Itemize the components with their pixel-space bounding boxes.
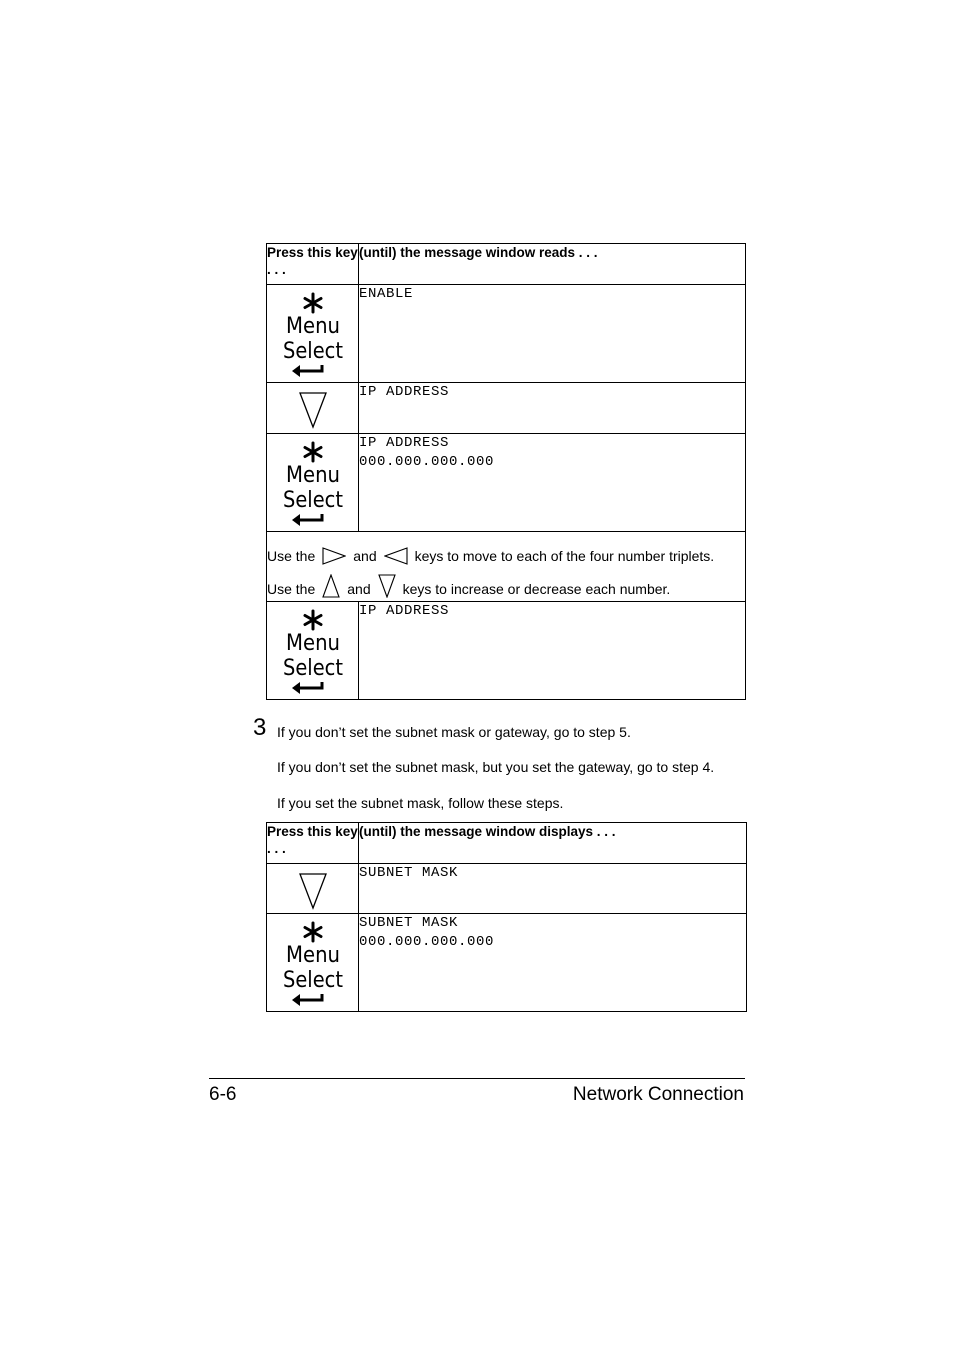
table-row — [267, 602, 746, 700]
step-number: 3 — [253, 714, 267, 741]
step-paragraph: If you don’t set the subnet mask, but you set the gateway, go to step 4. — [277, 759, 715, 775]
menu-select-key-icon — [278, 608, 348, 694]
step-paragraph: If you set the subnet mask, follow these steps. — [277, 795, 564, 811]
table-row — [267, 864, 747, 914]
message-window-text: IP ADDRESS — [359, 383, 746, 434]
menu-select-key-icon — [278, 920, 348, 1006]
message-window-text: IP ADDRESS 000.000.000.000 — [359, 434, 746, 532]
up-arrow-key-icon — [322, 574, 340, 598]
menu-select-key-icon — [278, 440, 348, 526]
key-sequence-table-ip — [266, 243, 746, 700]
key-cell — [267, 914, 359, 1012]
instruction-row — [267, 532, 746, 602]
key-cell — [267, 383, 359, 434]
instruction-cell — [267, 532, 746, 602]
section-title: Network Connection — [572, 1084, 744, 1105]
key-sequence-table-subnet — [266, 822, 747, 1012]
table-row — [267, 285, 746, 383]
message-window-text: SUBNET MASK — [359, 864, 747, 914]
key-cell — [267, 285, 359, 383]
message-window-text: SUBNET MASK 000.000.000.000 — [359, 914, 747, 1012]
page-number: 6-6 — [209, 1084, 237, 1105]
table-header-row — [267, 823, 747, 864]
step-paragraph: If you don’t set the subnet mask or gateway, go to step 5. — [277, 724, 631, 740]
header-press-key: Press this key . . . — [267, 823, 359, 864]
key-cell — [267, 864, 359, 914]
key-cell — [267, 602, 359, 700]
table-row — [267, 434, 746, 532]
header-press-key: Press this key . . . — [267, 244, 359, 285]
instruction-line-change: Use the and keys to increase or decrease each number. — [267, 565, 745, 598]
table-header-row — [267, 244, 746, 285]
footer-divider — [209, 1078, 745, 1079]
message-window-text: ENABLE — [359, 285, 746, 383]
message-window-text: IP ADDRESS — [359, 602, 746, 700]
key-cell — [267, 434, 359, 532]
header-message-reads: (until) the message window reads . . . — [359, 244, 746, 285]
right-arrow-key-icon — [322, 547, 346, 565]
down-arrow-key-icon — [378, 574, 396, 598]
menu-select-key-icon — [278, 291, 348, 377]
instruction-line-move: Use the and keys to move to each of the four number triplets. — [267, 548, 715, 564]
header-message-displays: (until) the message window displays . . . — [359, 823, 747, 864]
left-arrow-key-icon — [384, 547, 408, 565]
down-arrow-key-icon — [298, 391, 328, 429]
down-arrow-key-icon — [298, 872, 328, 910]
table-row — [267, 383, 746, 434]
table-row — [267, 914, 747, 1012]
